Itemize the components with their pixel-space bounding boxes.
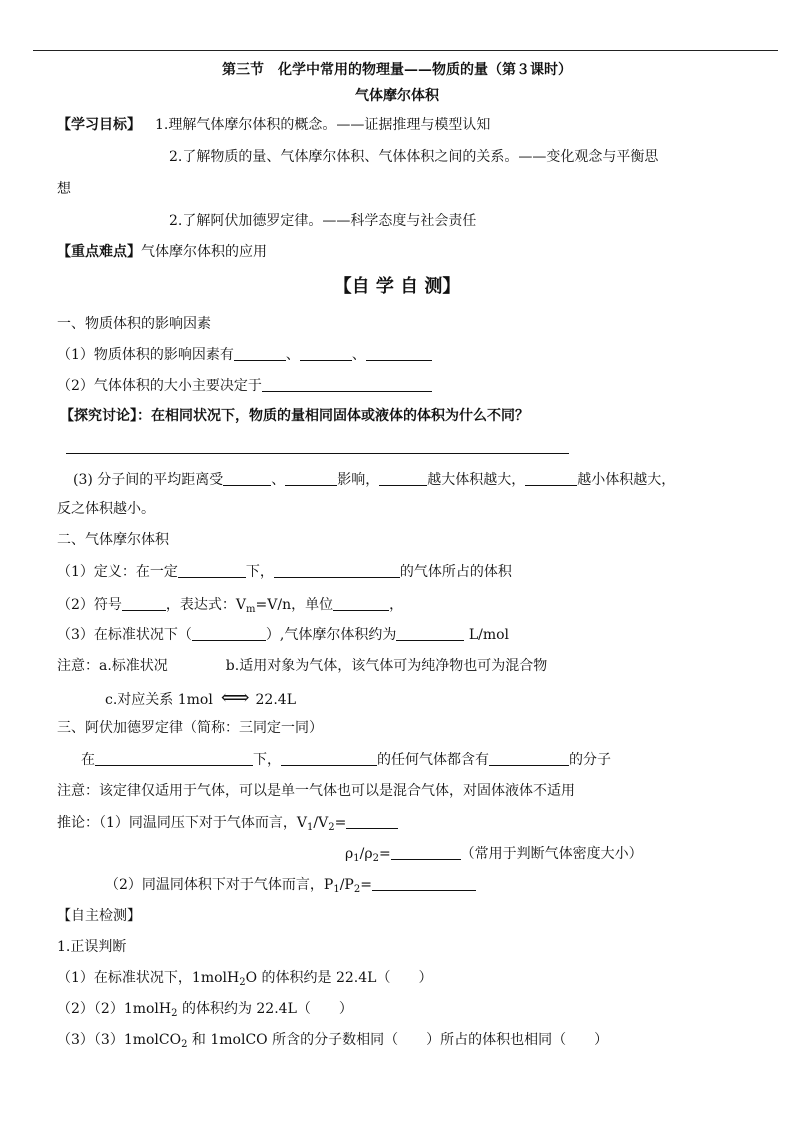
inf1-mid: /V — [313, 815, 329, 831]
goal-3: 2.了解阿伏加德罗定律。——科学态度与社会责任 — [169, 213, 477, 229]
answer-blank[interactable] — [274, 563, 400, 578]
inference-1 — [57, 814, 398, 837]
judge-3-b: 和 1molCO 所含的分子数相同（ ）所占的体积也相同（ ） — [187, 1032, 609, 1048]
answer-blank[interactable] — [366, 346, 432, 361]
subscript: 2 — [171, 1008, 178, 1019]
part1-q3 — [73, 471, 675, 489]
q3-text-c: 越大体积越大， — [427, 472, 526, 488]
answer-blank[interactable] — [178, 563, 246, 578]
rho-mid: /ρ — [359, 846, 373, 862]
answer-blank[interactable] — [95, 751, 253, 766]
separator: 、 — [271, 472, 286, 488]
subscript: 2 — [328, 822, 335, 833]
goals-line-1 — [57, 116, 490, 134]
subscript: 1 — [353, 853, 360, 864]
inf2-text: （2）同温同体积下对于气体而言，P — [105, 877, 334, 893]
judge-2 — [57, 1000, 353, 1023]
judge-2-a: （2）（2）1molH — [57, 1001, 172, 1017]
inf2-mid: /P — [339, 877, 354, 893]
law-text-c: 的任何气体都含有 — [377, 752, 489, 768]
answer-blank[interactable] — [391, 845, 461, 860]
d3-text-c: L/mol — [464, 627, 510, 643]
part3-law — [81, 751, 611, 769]
judge-1 — [57, 969, 432, 992]
note-b: b.适用对象为气体，该气体可为纯净物也可为混合物 — [225, 658, 548, 674]
rho-note: （常用于判断气体密度大小） — [460, 846, 643, 862]
inf1-text: （1）同温同压下对于气体而言，V — [99, 815, 308, 831]
answer-blank[interactable] — [379, 471, 427, 486]
q3-text-a: (3) 分子间的平均距离受 — [73, 472, 224, 488]
d3-text-a: （3）在标准状况下（ — [57, 627, 192, 643]
focus-text: 气体摩尔体积的应用 — [141, 244, 267, 260]
separator: 、 — [351, 347, 366, 363]
answer-blank[interactable] — [192, 626, 266, 641]
answer-blank[interactable] — [372, 876, 476, 891]
part1-q2 — [57, 377, 432, 395]
inf2-end: = — [360, 877, 372, 893]
d2-text-c: =V/n，单位 — [255, 597, 334, 613]
goals-label: 【学习目标】 — [57, 117, 141, 133]
subscript: 2 — [353, 884, 361, 895]
note-c: c.对应关系 1mol — [105, 692, 213, 708]
part1-title: 一、物质体积的影响因素 — [57, 316, 211, 332]
part2-d1 — [57, 563, 512, 581]
d2-text-d: ， — [389, 597, 404, 613]
lesson-title: 第三节 化学中常用的物理量——物质的量（第３课时） — [222, 62, 572, 78]
part2-d3 — [57, 626, 509, 644]
answer-blank[interactable] — [346, 814, 398, 829]
answer-blank[interactable] — [333, 596, 389, 611]
judge-2-b: 的体积约为 22.4L（ ） — [177, 1001, 353, 1017]
discussion-answer-line[interactable] — [66, 453, 569, 454]
subscript: 1 — [333, 884, 340, 895]
answer-blank[interactable] — [489, 751, 569, 766]
law-text-b: 下， — [253, 752, 281, 768]
judge-1-a: （1）在标准状况下，1molH — [57, 970, 240, 986]
goal-2: 2.了解物质的量、气体摩尔体积、气体体积之间的关系。——变化观念与平衡思 — [169, 149, 659, 165]
rho-end: = — [378, 846, 391, 862]
answer-blank[interactable] — [285, 471, 337, 486]
section-title: 【自 学 自 测】 — [333, 276, 461, 297]
q3-text-b: 影响， — [337, 472, 380, 488]
part2-d2 — [57, 596, 403, 619]
q2-text: （2）气体体积的大小主要决定于 — [57, 378, 262, 394]
rho-a: ρ — [345, 846, 354, 862]
part2-note — [57, 657, 547, 675]
d1-text-b: 下， — [245, 564, 274, 580]
q1-text: （1）物质体积的影响因素有 — [57, 347, 234, 363]
part2-note-c — [105, 685, 296, 709]
double-arrow-icon: ⟺ — [220, 685, 250, 709]
subscript: 2 — [372, 853, 379, 864]
d2-text-b: ，表达式：V — [165, 597, 247, 613]
answer-blank[interactable] — [396, 626, 464, 641]
d2-text-a: （2）符号 — [57, 597, 122, 613]
answer-blank[interactable] — [300, 346, 352, 361]
goal-2-wrap: 想 — [57, 181, 71, 197]
answer-blank[interactable] — [122, 596, 166, 611]
q3-text-d: 越小体积越大， — [577, 472, 676, 488]
separator: 、 — [285, 347, 300, 363]
part1-q1 — [57, 346, 432, 364]
d1-text-a: （1）定义：在一定 — [57, 564, 178, 580]
law-text-d: 的分子 — [569, 752, 611, 768]
answer-blank[interactable] — [525, 471, 577, 486]
goal-1: 1.理解气体摩尔体积的概念。——证据推理与模型认知 — [155, 117, 491, 133]
part1-q3-wrap: 反之体积越小。 — [57, 501, 155, 517]
note-label: 注意： — [57, 658, 99, 674]
inference-2 — [105, 876, 476, 899]
inference-rho — [345, 845, 643, 868]
part2-title: 二、气体摩尔体积 — [57, 532, 169, 548]
subscript: m — [246, 604, 256, 615]
part3-title: 三、阿伏加德罗定律（简称：三同定一同） — [57, 720, 323, 736]
judge-1-b: O 的体积约是 22.4L（ ） — [245, 970, 433, 986]
note-a: a.标准状况 — [99, 658, 168, 674]
answer-blank[interactable] — [234, 346, 286, 361]
inference-label: 推论： — [57, 815, 99, 831]
law-text-a: 在 — [81, 752, 95, 768]
check-sub: 1.正误判断 — [57, 939, 127, 955]
inf1-end: = — [334, 815, 347, 831]
answer-blank[interactable] — [281, 751, 377, 766]
d3-text-b: ）,气体摩尔体积约为 — [265, 627, 397, 643]
header-rule — [33, 50, 778, 51]
part3-note: 注意：该定律仅适用于气体，可以是单一气体也可以是混合气体，对固体液体不适用 — [57, 783, 575, 799]
answer-blank[interactable] — [262, 377, 432, 392]
subscript: 1 — [307, 822, 314, 833]
focus-line — [57, 243, 267, 261]
lesson-subtitle: 气体摩尔体积 — [355, 88, 439, 104]
note-c-value: 22.4L — [255, 692, 296, 708]
answer-blank[interactable] — [223, 471, 271, 486]
focus-label: 【重点难点】 — [57, 244, 141, 260]
judge-3-a: （3）（3）1molCO — [57, 1032, 182, 1048]
discussion: 【探究讨论】：在相同状况下，物质的量相同固体或液体的体积为什么不同？ — [60, 408, 529, 424]
d1-text-c: 的气体所占的体积 — [399, 564, 512, 580]
check-label: 【自主检测】 — [57, 908, 141, 924]
subscript: 2 — [181, 1039, 188, 1050]
subscript: 2 — [239, 977, 246, 988]
judge-3 — [57, 1031, 608, 1054]
